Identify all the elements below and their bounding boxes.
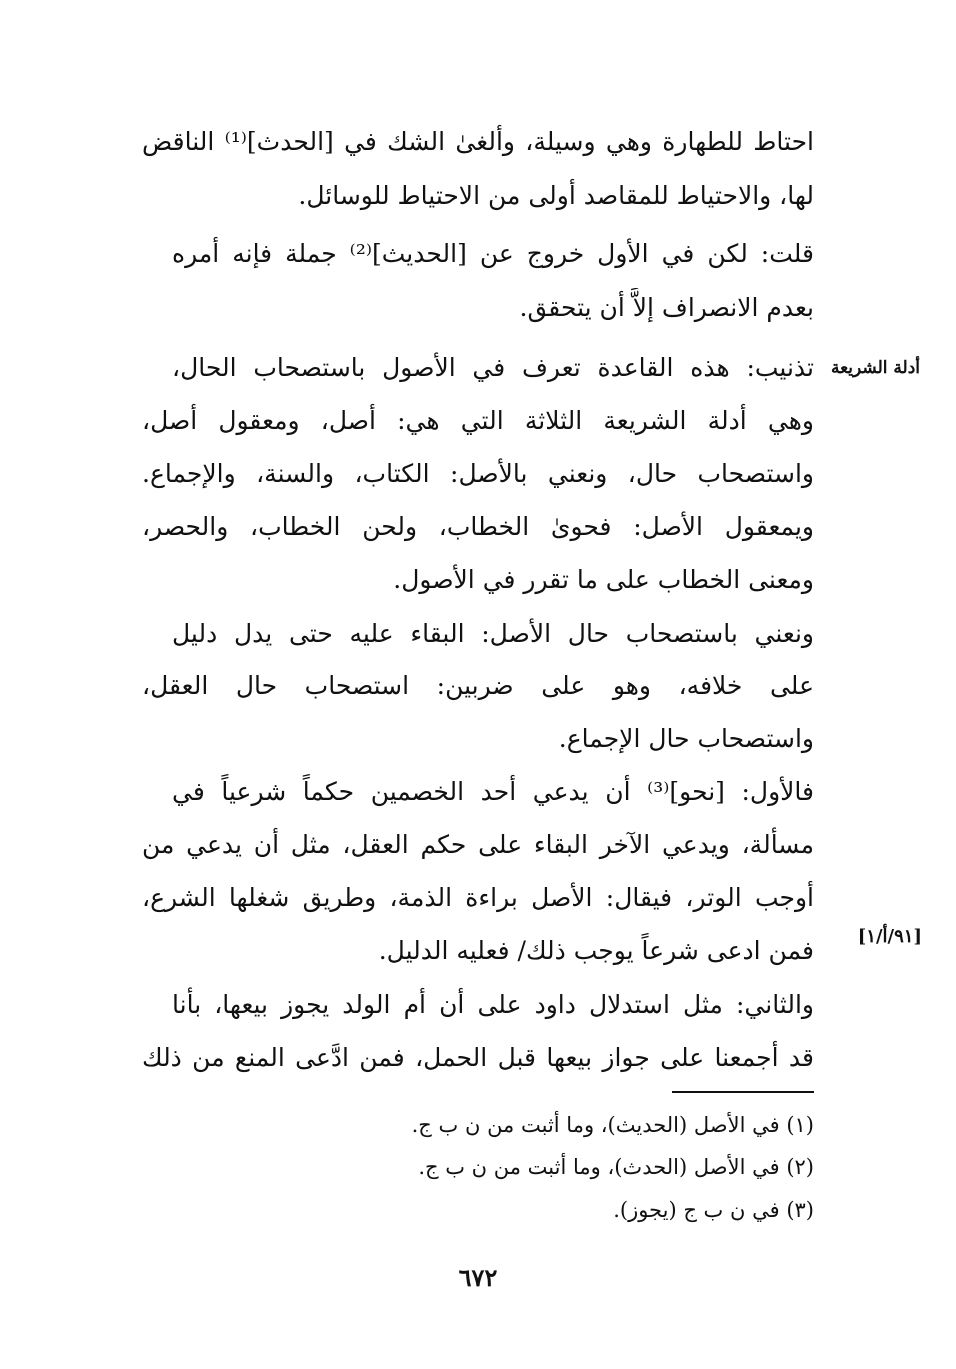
body-line: بعدم الانصراف إلاَّ أن يتحقق. xyxy=(519,293,814,322)
body-line: قلت: لكن في الأول خروج عن [الحديث]⁽²⁾ جملة فإنه أمره xyxy=(172,239,814,268)
body-line: واستصحاب حال، ونعني بالأصل: الكتاب، والسنة، والإجماع. xyxy=(142,459,814,488)
body-line: والثاني: مثل استدلال داود على أن أم الولد يجوز بيعها، بأنا xyxy=(172,990,814,1019)
body-line: تذنيب: هذه القاعدة تعرف في الأصول باستصحاب الحال، xyxy=(172,353,814,382)
body-line: قد أجمعنا على جواز بيعها قبل الحمل، فمن ادَّعى المنع من ذلك xyxy=(142,1043,814,1072)
body-line: وهي أدلة الشريعة الثلاثة التي هي: أصل، ومعقول أصل، xyxy=(142,406,814,435)
body-line: على خلافه، وهو على ضربين: استصحاب حال العقل، xyxy=(142,671,814,700)
body-line: أوجب الوتر، فيقال: الأصل براءة الذمة، وطريق شغلها الشرع، xyxy=(142,883,814,912)
body-line: فمن ادعى شرعاً يوجب ذلك/ فعليه الدليل. xyxy=(378,936,814,965)
page-number: ٦٧٢ xyxy=(458,1263,498,1292)
body-line: فالأول: [نحو]⁽³⁾ أن يدعي أحد الخصمين حكماً شرعياً في xyxy=(172,777,814,806)
margin-topic-note: أدلة الشريعة xyxy=(830,358,920,378)
body-line: احتاط للطهارة وهي وسيلة، وألغىٰ الشك في [الحدث]⁽¹⁾ الناقض xyxy=(142,127,814,156)
body-line: ونعني باستصحاب حال الأصل: البقاء عليه حتى يدل دليل xyxy=(172,619,814,648)
footnote: (٣) في ن ب ج (يجوز). xyxy=(613,1198,814,1222)
body-line: مسألة، ويدعي الآخر البقاء على حكم العقل، مثل أن يدعي من xyxy=(142,830,814,859)
footnote-separator xyxy=(672,1091,814,1093)
body-line: ويمعقول الأصل: فحوىٰ الخطاب، ولحن الخطاب، والحصر، xyxy=(142,512,814,541)
body-line: ومعنى الخطاب على ما تقرر في الأصول. xyxy=(393,565,814,594)
body-line: واستصحاب حال الإجماع. xyxy=(558,724,814,753)
footnote: (١) في الأصل (الحديث)، وما أثبت من ن ب ج. xyxy=(411,1113,814,1137)
body-line: لها، والاحتياط للمقاصد أولى من الاحتياط للوسائل. xyxy=(298,181,814,210)
margin-folio-reference: [٩١/أ/١] xyxy=(857,926,922,947)
footnote: (٢) في الأصل (الحدث)، وما أثبت من ن ب ج. xyxy=(418,1155,814,1179)
